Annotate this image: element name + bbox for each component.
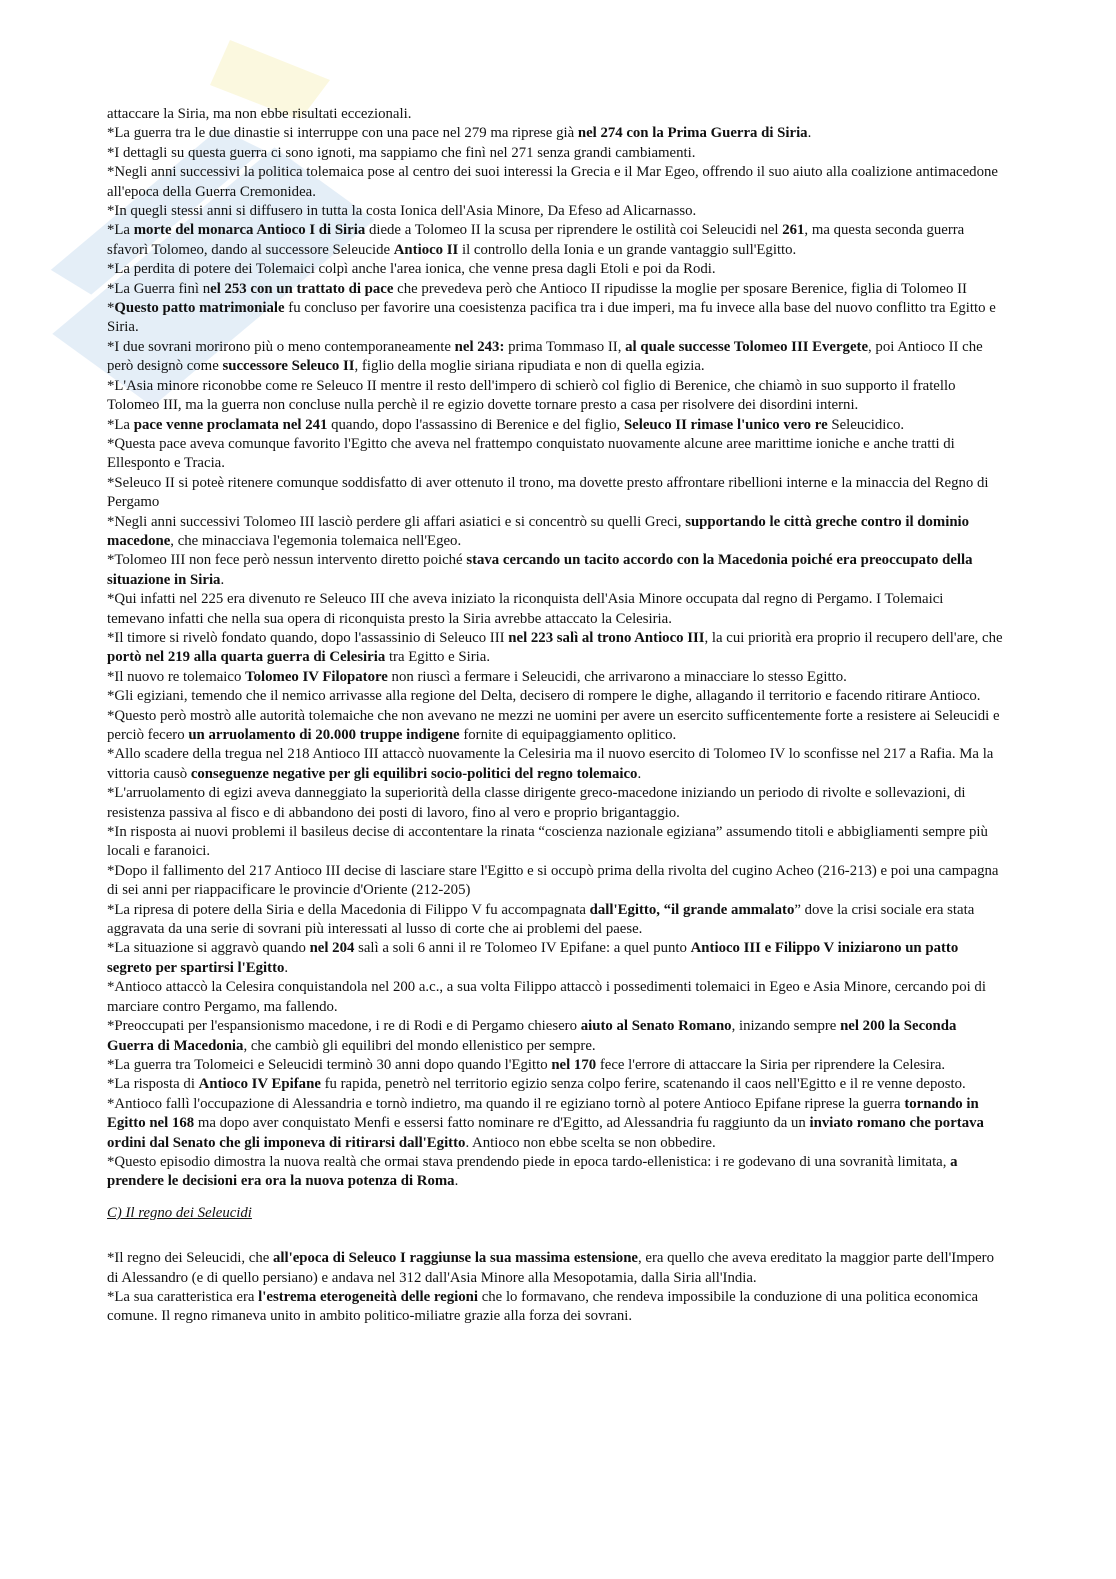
paragraph [107, 862, 1003, 901]
bold-text: Questo patto matrimoniale [114, 300, 285, 317]
text-run: ma dopo aver conquistato Menfi e essersi fatto nominare re d'Egitto, ad Alessandria fu raggiunto da un [194, 1115, 810, 1132]
paragraph [107, 377, 1003, 416]
paragraph [107, 202, 1003, 221]
text-run: *La situazione si aggravò quando [107, 940, 310, 957]
text-run: *I due sovrani morirono più o meno contemporaneamente [107, 338, 455, 355]
text-run: il controllo della Ionia e un grande vantaggio sull'Egitto. [458, 241, 797, 258]
text-run: , che minacciava l'egemonia tolemaica nell'Egeo. [170, 532, 462, 549]
bold-text: nel 170 [551, 1056, 597, 1073]
bold-text: dall'Egitto, “il grande ammalato [589, 901, 795, 918]
section-paragraph-list [107, 1249, 1003, 1327]
bold-text: nel 200 la Seconda Guerra di Macedonia [107, 1018, 957, 1054]
paragraph [107, 745, 1003, 784]
text-run: . [284, 959, 289, 976]
paragraph [107, 823, 1003, 862]
text-run: *Il timore si rivelò fondato quando, dopo l'assassinio di Seleuco III [107, 629, 509, 646]
text-run: *Questa pace aveva comunque favorito l'Egitto che aveva nel frattempo conquistato nuovamente alcune aree marittime ioniche e anche tratti di Ellesponto e Tracia. [107, 435, 955, 472]
paragraph [107, 1095, 1003, 1153]
text-run: diede a Tolomeo II la scusa per riprendere le ostilità coi Seleucidi nel [365, 222, 783, 239]
paragraph [107, 901, 1003, 940]
text-run: attaccare la Siria, ma non ebbe risultati eccezionali. [107, 106, 412, 122]
paragraph [107, 939, 1003, 978]
bold-text: pace venne proclamata nel 241 [133, 416, 328, 433]
text-run: . Antioco non ebbe scelta se non obbedire. [465, 1134, 716, 1151]
bold-text: nel 204 [309, 940, 355, 957]
text-run: *Seleuco II si poteè ritenere comunque soddisfatto di aver ottenuto il trono, ma dovette presto affrontare ribellioni interne e la minaccia del Regno di Pergamo [107, 474, 989, 511]
paragraph [107, 629, 1003, 668]
text-run: prima Tommaso II, [504, 338, 626, 355]
text-run: * [107, 300, 115, 317]
bold-text: a prendere le decisioni era ora la nuova potenza di Roma [107, 1153, 958, 1190]
bold-text: inviato romano che portava ordini dal Senato che gli imponeva di ritirarsi dall'Egitto [107, 1115, 984, 1151]
paragraph [107, 1056, 1003, 1075]
text-run: *La [107, 416, 134, 433]
paragraph [107, 280, 1003, 299]
paragraph [107, 590, 1003, 629]
paragraph [107, 1249, 1003, 1288]
text-run: *In quegli stessi anni si diffusero in tutta la costa Ionica dell'Asia Minore, Da Efeso ad Alicarnasso. [107, 203, 697, 220]
text-run: *La guerra tra Tolomeici e Seleucidi terminò 30 anni dopo quando l'Egitto [107, 1056, 552, 1073]
bold-text: nel 223 salì al trono Antioco III [508, 629, 705, 646]
text-run: *Questo però mostrò alle autorità tolemaiche che non avevano ne mezzi ne uomini per avere un esercito sufficentemente forte a resistere ai Seleucidi e perciò fecero [107, 707, 1000, 743]
text-run: *Antioco attaccò la Celesira conquistandola nel 200 a.c., a sua volta Filippo attaccò i possedimenti tolemaici in Egeo e Asia Minore, cercando poi di marciare contro Pergamo, ma fallendo. [107, 979, 986, 1015]
text-run: *I dettagli su questa guerra ci sono ignoti, ma sappiamo che finì nel 271 senza grandi cambiamenti. [107, 144, 696, 161]
paragraph-list [107, 105, 1003, 1192]
paragraph [107, 1017, 1003, 1056]
bold-text: morte del monarca Antioco I di Siria [133, 222, 366, 239]
paragraph [107, 260, 1003, 279]
bold-text: Antioco IV Epifane [198, 1076, 321, 1093]
bold-text: stava cercando un tacito accordo con la Macedonia poiché era preoccupato della situazione in Siria [107, 552, 973, 588]
text-run: che prevedeva però che Antioco II ripudisse la moglie per sposare Berenice, figlia di Tolomeo II [393, 280, 967, 297]
text-run: fu rapida, penetrò nel territorio egizio senza colpo ferire, scatenando il caos nell'Egitto e il re venne deposto. [320, 1076, 966, 1093]
text-run: *In risposta ai nuovi problemi il basileus decise di accontentare la rinata “coscienza nazionale egiziana” assumendo titoli e abbigliamenti sempre più locali e faranoici. [107, 824, 988, 860]
paragraph [107, 687, 1003, 706]
text-run: che lo formavano, che rendeva impossibile la conduzione di una politica economica comune. Il regno rimaneva unito in ambito politico-miliatre grazie alla forza dei sovrani. [107, 1288, 979, 1325]
text-run: *L'arruolamento di egizi aveva danneggiato la superiorità della classe dirigente greco-macedone iniziando un periodo di rivolte e sollevazioni, di resistenza passiva al fisco e di abbandono dei posti di lavoro, fino al vero e proprio brigantaggio. [107, 785, 966, 821]
text-run: *Dopo il fallimento del 217 Antioco III decise di lasciare stare l'Egitto e si occupò prima della rivolta del cugino Acheo (216-213) e poi una campagna di sei anni per riappacificare le provincie d'Oriente (212-205) [107, 862, 999, 899]
text-run: Seleucidico. [827, 416, 905, 433]
paragraph [107, 163, 1003, 202]
text-run: *Antioco fallì l'occupazione di Alessandria e tornò indietro, ma quando il re egiziano tornò al potere Antioco Epifane riprese la guerra [107, 1095, 905, 1112]
bold-text: successore Seleuco II [222, 358, 355, 375]
bold-text: un arruolamento di 20.000 truppe indigene [188, 727, 460, 743]
text-run: *Il regno dei Seleucidi, che [107, 1250, 273, 1267]
text-run: *L'Asia minore riconobbe come re Seleuco II mentre il resto dell'impero di schierò col figlio di Berenice, che chiamò in suo supporto il fratello Tolomeo III, ma la guerra non concluse nulla perchè il re egizio dovette tornare presto a casa per risolvere dei disordini interni. [107, 377, 956, 414]
text-run: *La risposta di [107, 1076, 199, 1093]
text-run: , era quello che aveva ereditato la maggior parte dell'Impero di Alessandro (e di quello persiano) e andava nel 312 dall'Asia Minore alla Mesopotamia, dalla Siria all'India. [107, 1250, 994, 1286]
paragraph [107, 784, 1003, 823]
text-run: , poi Antioco II che però designò come [107, 338, 983, 375]
bold-text: supportando le città greche contro il dominio macedone [107, 513, 970, 549]
paragraph [107, 668, 1003, 687]
text-run: *Negli anni successivi la politica tolemaica pose al centro dei suoi interessi la Grecia e il Mar Egeo, offrendo il suo aiuto alla coalizione antimacedone all'epoca della Guerra Cremonidea. [107, 164, 998, 200]
text-run: fece l'errore di attaccare la Siria per riprendere la Celesira. [596, 1056, 946, 1073]
paragraph [107, 474, 1003, 513]
paragraph [107, 978, 1003, 1017]
bold-text: Antioco II [393, 241, 459, 258]
bold-text: tornando in Egitto nel 168 [107, 1095, 979, 1132]
text-run: , la cui priorità era proprio il recupero dell'are, che [704, 629, 1003, 646]
text-run: *La perdita di potere dei Tolemaici colpì anche l'area ionica, che venne presa dagli Etoli e poi da Rodi. [107, 261, 716, 278]
document-page [107, 105, 1003, 1327]
bold-text: all'epoca di Seleuco I raggiunse la sua massima estensione [273, 1250, 639, 1267]
bold-text: Tolomeo IV Filopatore [245, 668, 388, 685]
text-run: *Gli egiziani, temendo che il nemico arrivasse alla regione del Delta, decisero di rompere le dighe, allagando il territorio e facendo ritirare Antioco. [107, 688, 981, 705]
text-run: *La [107, 222, 134, 239]
bold-text: portò nel 219 alla quarta guerra di Celesiria [107, 649, 386, 666]
bold-text: el 253 con un trattato di pace [210, 280, 394, 297]
text-run: *La ripresa di potere della Siria e della Macedonia di Filippo V fu accompagnata [107, 901, 590, 918]
text-run: *Tolomeo III non fece però nessun intervento diretto poiché [107, 552, 467, 569]
text-run: non riuscì a fermare i Seleucidi, che arrivarono a minacciare lo stesso Egitto. [387, 668, 847, 685]
paragraph [107, 144, 1003, 163]
bold-text: aiuto al Senato Romano [580, 1018, 732, 1035]
paragraph [107, 416, 1003, 435]
text-run: *Allo scadere della tregua nel 218 Antioco III attaccò nuovamente la Celesiria ma il nuovo esercito di Tolomeo IV lo sconfisse nel 217 a Rafia. Ma la vittoria causò [107, 746, 994, 782]
bold-text: nel 274 con la Prima Guerra di Siria [577, 125, 808, 142]
text-run: tra Egitto e Siria. [385, 649, 491, 666]
text-run: . [637, 765, 642, 782]
bold-text: Seleuco II rimase l'unico vero re [623, 416, 828, 433]
paragraph [107, 1288, 1003, 1327]
bold-text: nel 243: [454, 338, 505, 355]
text-run: . [454, 1173, 459, 1190]
text-run: *Qui infatti nel 225 era divenuto re Seleuco III che aveva iniziato la riconquista dell'Asia Minore occupata dal regno di Pergamo. I Tolemaici temevano infatti che nella sua opera di riconquista presto la Siria avrebbe attaccato la Celesiria. [107, 591, 944, 627]
text-run: ” dove la crisi sociale era stata aggravata da una serie di sovrani più interessati al lusso di corte che ai problemi del paese. [107, 901, 975, 938]
text-run: *La sua caratteristica era [107, 1288, 259, 1305]
bold-text: Antioco III e Filippo V iniziarono un patto segreto per spartirsi l'Egitto [107, 940, 959, 976]
text-run: , ma questa seconda guerra sfavorì Tolomeo, dando al successore Seleucide [107, 222, 965, 258]
paragraph [107, 513, 1003, 552]
paragraph [107, 435, 1003, 474]
bold-text: l'estrema eterogeneità delle regioni [258, 1288, 479, 1305]
paragraph [107, 124, 1003, 143]
paragraph [107, 1075, 1003, 1094]
section-heading: C) Il regno dei Seleucidi [107, 1204, 252, 1221]
bold-text: 261 [782, 222, 805, 239]
paragraph [107, 707, 1003, 746]
paragraph [107, 299, 1003, 338]
paragraph [107, 551, 1003, 590]
text-run: fu concluso per favorire una coesistenza pacifica tra i due imperi, ma fu invece alla base del nuovo conflitto tra Egitto e Siria. [107, 300, 996, 336]
text-run: *La Guerra finì n [107, 280, 211, 297]
text-run: salì a soli 6 anni il re Tolomeo IV Epifane: a quel punto [354, 940, 691, 957]
text-run: . [220, 571, 225, 588]
text-run: . [807, 125, 812, 142]
paragraph [107, 1153, 1003, 1192]
text-run: fornite di equipaggiamento oplitico. [459, 727, 677, 743]
paragraph [107, 221, 1003, 260]
text-run: *Preoccupati per l'espansionismo macedone, i re di Rodi e di Pergamo chiesero [107, 1018, 581, 1035]
paragraph [107, 338, 1003, 377]
text-run: quando, dopo l'assassino di Berenice e del figlio, [327, 416, 624, 433]
bold-text: al quale successe Tolomeo III Evergete [625, 338, 869, 355]
text-run: , che cambiò gli equilibri del mondo ellenistico per sempre. [243, 1037, 596, 1054]
text-run: *Il nuovo re tolemaico [107, 668, 246, 685]
paragraph [107, 105, 1003, 124]
text-run: *Questo episodio dimostra la nuova realtà che ormai stava prendendo piede in epoca tardo-ellenistica: i re godevano di una sovranità limitata, [107, 1153, 951, 1170]
text-run: , inizando sempre [731, 1018, 841, 1035]
text-run: , figlio della moglie siriana ripudiata e non di quella egizia. [354, 358, 705, 375]
bold-text: conseguenze negative per gli equilibri socio-politici del regno tolemaico [190, 765, 638, 782]
text-run: *La guerra tra le due dinastie si interruppe con una pace nel 279 ma riprese già [107, 125, 578, 142]
text-run: *Negli anni successivi Tolomeo III lasciò perdere gli affari asiatici e si concentrò su quelli Greci, [107, 513, 686, 530]
